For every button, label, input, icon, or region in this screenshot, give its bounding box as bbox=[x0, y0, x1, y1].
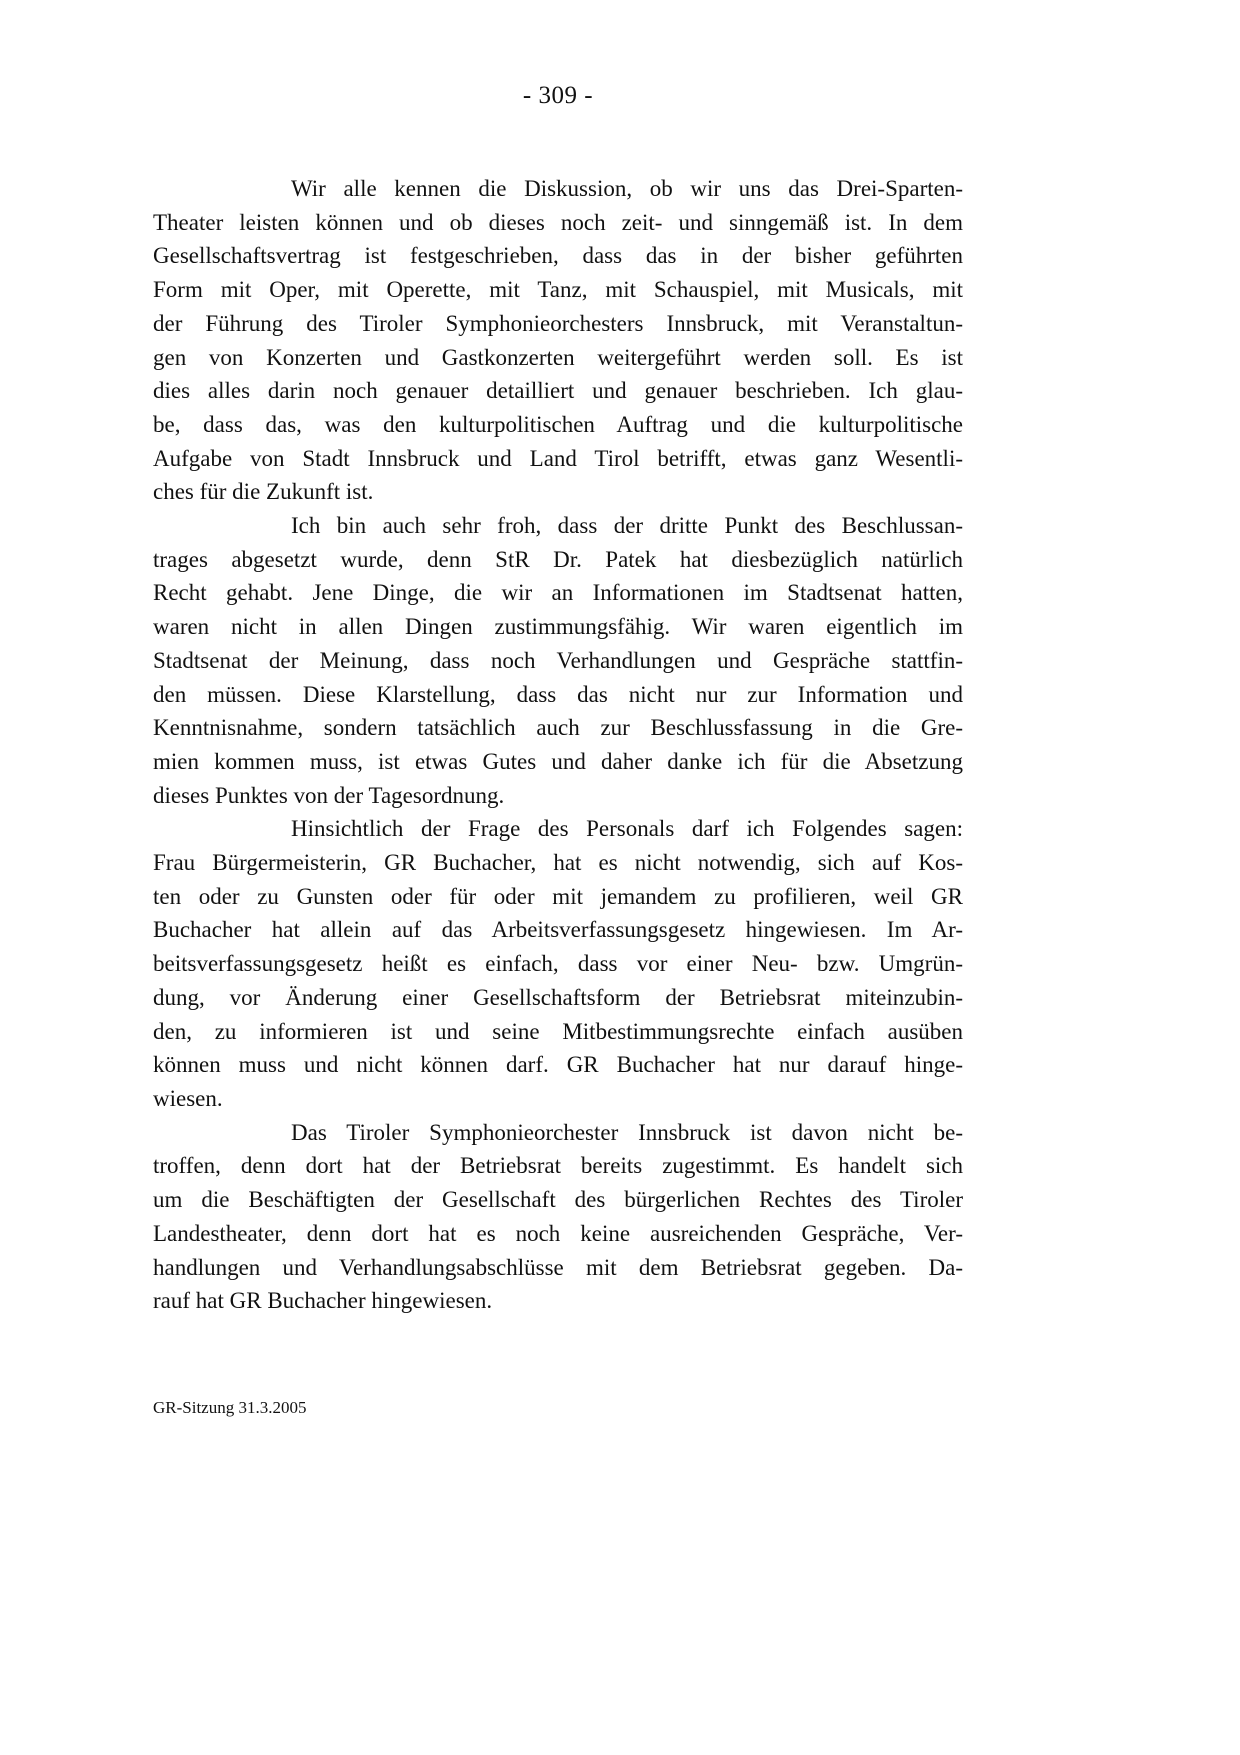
text-line: Wir alle kennen die Diskussion, ob wir uns das Drei-Sparten- bbox=[291, 176, 963, 201]
text-line: mien kommen muss, ist etwas Gutes und daher danke ich für die Absetzung bbox=[153, 748, 963, 774]
text-line: troffen, denn dort hat der Betriebsrat bereits zugestimmt. Es handelt sich bbox=[153, 1153, 963, 1179]
text-line: Form mit Oper, mit Operette, mit Tanz, mit Schauspiel, mit Musicals, mit bbox=[153, 277, 963, 303]
paragraph bbox=[153, 1116, 963, 1318]
text-line: können muss und nicht können darf. GR Buchacher hat nur darauf hinge- bbox=[153, 1052, 963, 1078]
text-line: be, dass das, was den kulturpolitischen Auftrag und die kulturpolitische bbox=[153, 411, 963, 437]
text-line: gen von Konzerten und Gastkonzerten weitergeführt werden soll. Es ist bbox=[153, 344, 963, 370]
text-line: ches für die Zukunft ist. bbox=[153, 479, 374, 505]
text-line: Theater leisten können und ob dieses noch zeit- und sinngemäß ist. In dem bbox=[153, 209, 963, 235]
page-number: - 309 - bbox=[522, 82, 594, 109]
text-line: Das Tiroler Symphonieorchester Innsbruck ist davon nicht be- bbox=[291, 1119, 963, 1145]
text-line: um die Beschäftigten der Gesellschaft des bürgerlichen Rechtes des Tiroler bbox=[153, 1187, 963, 1213]
body-text bbox=[153, 172, 963, 1318]
text-line: ten oder zu Gunsten oder für oder mit jemandem zu profilieren, weil GR bbox=[153, 883, 963, 909]
paragraph bbox=[153, 509, 963, 812]
text-line: der Führung des Tiroler Symphonieorchesters Innsbruck, mit Veranstaltun- bbox=[153, 310, 963, 336]
text-line: den, zu informieren ist und seine Mitbestimmungsrechte einfach ausüben bbox=[153, 1018, 963, 1044]
text-line: Kenntnisnahme, sondern tatsächlich auch zur Beschlussfassung in die Gre- bbox=[153, 715, 963, 741]
text-line: Frau Bürgermeisterin, GR Buchacher, hat es nicht notwendig, sich auf Kos- bbox=[153, 850, 963, 876]
text-line: Aufgabe von Stadt Innsbruck und Land Tirol betrifft, etwas ganz Wesentli- bbox=[153, 445, 963, 471]
text-line: wiesen. bbox=[153, 1085, 223, 1111]
text-line: rauf hat GR Buchacher hingewiesen. bbox=[153, 1288, 493, 1314]
text-line: Recht gehabt. Jene Dinge, die wir an Informationen im Stadtsenat hatten, bbox=[153, 580, 963, 606]
footer-note: GR-Sitzung 31.3.2005 bbox=[153, 1398, 307, 1417]
text-line: den müssen. Diese Klarstellung, dass das nicht nur zur Information und bbox=[153, 681, 963, 707]
text-line: trages abgesetzt wurde, denn StR Dr. Patek hat diesbezüglich natürlich bbox=[153, 546, 963, 572]
text-line: dung, vor Änderung einer Gesellschaftsform der Betriebsrat miteinzubin- bbox=[153, 984, 963, 1010]
text-line: Ich bin auch sehr froh, dass der dritte Punkt des Beschlussan- bbox=[291, 513, 963, 539]
text-line: Landestheater, denn dort hat es noch keine ausreichenden Gespräche, Ver- bbox=[153, 1220, 963, 1246]
text-line: Hinsichtlich der Frage des Personals darf ich Folgendes sagen: bbox=[291, 816, 963, 842]
paragraph bbox=[153, 812, 963, 1115]
text-line: waren nicht in allen Dingen zustimmungsfähig. Wir waren eigentlich im bbox=[153, 614, 963, 640]
text-line: dieses Punktes von der Tagesordnung. bbox=[153, 782, 505, 808]
paragraph bbox=[153, 172, 963, 509]
text-line: beitsverfassungsgesetz heißt es einfach, dass vor einer Neu- bzw. Umgrün- bbox=[153, 951, 963, 977]
text-line: handlungen und Verhandlungsabschlüsse mit dem Betriebsrat gegeben. Da- bbox=[153, 1254, 963, 1280]
text-line: Stadtsenat der Meinung, dass noch Verhandlungen und Gespräche stattfin- bbox=[153, 647, 963, 673]
text-line: Gesellschaftsvertrag ist festgeschrieben, dass das in der bisher geführten bbox=[153, 243, 963, 269]
text-line: Buchacher hat allein auf das Arbeitsverfassungsgesetz hingewiesen. Im Ar- bbox=[153, 917, 963, 943]
text-line: dies alles darin noch genauer detailliert und genauer beschrieben. Ich glau- bbox=[153, 378, 963, 404]
